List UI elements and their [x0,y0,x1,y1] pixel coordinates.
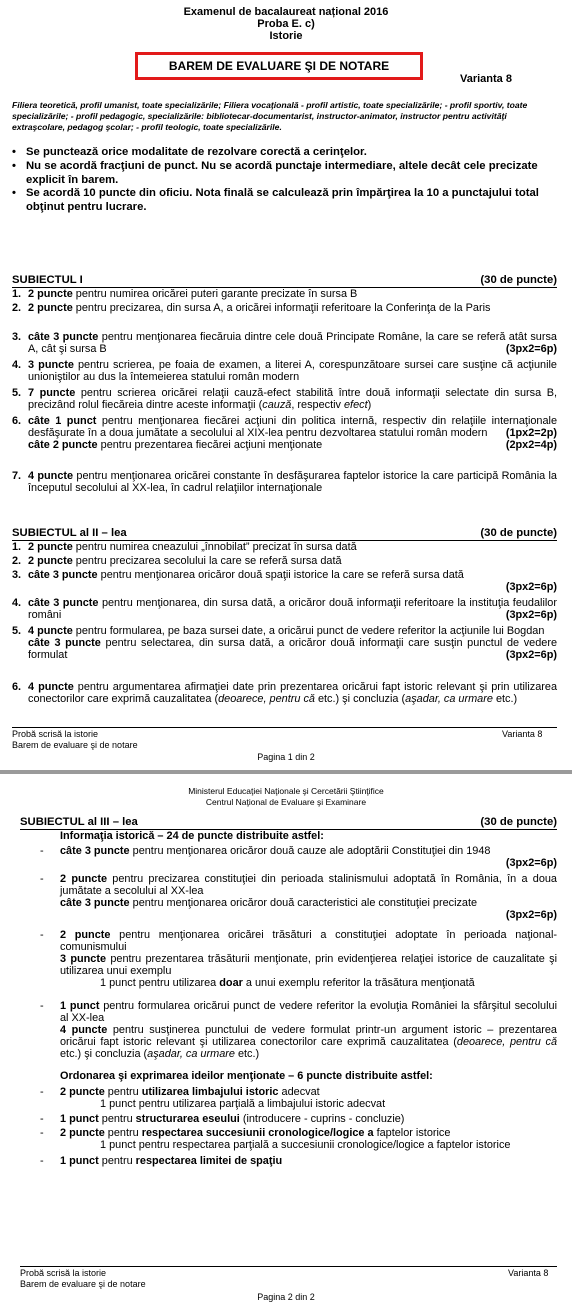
section-points: (30 de puncte) [480,274,557,286]
barem-title: BAREM DE EVALUARE ŞI DE NOTARE [168,59,390,73]
section-1-header [12,273,557,288]
exam-title: Examenul de bacalaureat național 2016 [183,6,389,18]
s1-item-2: 2. 2 puncte pentru precizarea, din sursa A, a oricărei informaţii referitoare la Conferinţa de la Paris [12,302,491,314]
s1-item-3: 3. câte 3 puncte pentru menţionarea fiecăruia dintre cele două Principate Române, la care se referă atât sursa A, cât şi sursa B (3px2=6p) [12,331,557,355]
section-3-header [20,815,557,830]
barem-title-box [135,52,423,80]
s2-item-3: 3. câte 3 puncte pentru menţionarea oricăror două spaţii istorice la care se referă sursa dată (3px2=6p) [12,569,557,593]
s2-item-1: 1. 2 puncte pentru numirea cneazului „înnobilat” precizat în sursa dată [12,541,357,553]
exam-subject: Istorie [269,30,303,42]
s2-item-2: 2. 2 puncte pentru precizarea secolului la care se referă sursa dată [12,555,342,567]
footer-variant: Varianta 8 [502,729,543,739]
order-heading: Ordonarea şi exprimarea ideilor menţionate – 6 puncte distribuite astfel: [60,1070,433,1082]
section-2-header [12,526,557,541]
s1-item-1: 1. 2 puncte pentru numirea oricărei puteri garante precizate în sursa B [12,288,358,300]
ministry-line: Ministerul Educaţiei Naţionale şi Cercetării Ştiinţifice [188,786,384,796]
info-heading: Informaţia istorică – 24 de puncte distribuite astfel: [60,830,324,842]
footer-left-1: Probă scrisă la istorie [20,1268,107,1278]
rule-item: • Nu se acordă fracţiuni de punct. Nu se acordă punctaje intermediare, altele decât cele precizate explicit în barem. [12,160,557,188]
page-number: Pagina 1 din 2 [257,752,315,762]
s3-a3: - 2 puncte pentru menţionarea oricărei trăsături a constituţiei adoptate în perioada naţional-comunismului 3 puncte pentru prezentarea trăsăturii menţionate, prin evidenţierea relaţiei istorice de cauzalitate şi utilizarea unui exemplu 1 punct pentru utilizarea doar a unui exemplu referitor la trăsătura menţionată [40,929,557,989]
s3-o4: - 1 punct pentru respectarea limitei de spaţiu [40,1155,283,1167]
s2-item-5: 5. 4 puncte pentru formularea, pe baza sursei date, a oricărui punct de vedere referitor la acţiunile lui Bogdan câte 3 puncte pentru selectarea, din sursa dată, a oricăror două informaţii care susţin punctul de vedere formulat (3px2=6p) [12,625,557,661]
exam-proba: Proba E. c) [257,18,315,30]
page-separator [0,770,572,774]
section-title: SUBIECTUL I [12,274,83,286]
s2-item-6: 6. 4 puncte pentru argumentarea afirmaţiei date prin prezentarea oricărui fapt istoric relevant şi prin utilizarea conectorilor care exprimă cauzalitatea (deoarece, pentru că etc.) şi concluzia (aşadar, ca urmare etc.) [12,681,557,705]
page-number: Pagina 2 din 2 [257,1292,315,1302]
s3-a1: - câte 3 puncte pentru menţionarea oricăror două cauze ale adoptării Constituţiei din 1948 (3px2=6p) [40,845,557,869]
s1-item-5: 5. 7 puncte pentru scrierea oricărei relaţii cauză-efect stabilită între două informaţii selectate din sursa B, precizând rolul fiecăreia dintre aceste informaţii (cauză, respectiv efect) [12,387,558,411]
profile-note: Filiera teoretică, profil umanist, toate specializările; Filiera vocaţională - profil artistic, toate specializările; - profil sportiv, toate specializările; - profil pedagogic, specializările: bibliotecar-documentarist, instructor-animator, instructor pentru activităţi extraşcolare, pedagog şcolar; - profil teologic, toate specializările. [12,100,528,132]
s3-o2: - 1 punct pentru structurarea eseului (introducere - cuprins - concluzie) [40,1113,405,1125]
s3-a2: - 2 puncte pentru precizarea constituţiei din perioada stalinismului adoptată în România, în a doua jumătate a secolului al XX-lea câte 3 puncte pentru menţionarea oricăror două caracteristici ale constituţiei precizate (3px2=6p) [40,873,557,921]
variant-label: Varianta 8 [460,73,512,85]
s3-o3: - 2 puncte pentru respectarea succesiunii cronologice/logice a faptelor istorice 1 punct pentru respectarea parţială a succesiunii cronologice/logice a faptelor istorice [40,1127,511,1151]
s3-o1: - 2 puncte pentru utilizarea limbajului istoric adecvat 1 punct pentru utilizarea parţială a limbajului istoric adecvat [40,1086,386,1110]
section-points: (30 de puncte) [480,816,557,828]
rule-item: • Se punctează orice modalitate de rezolvare corectă a cerinţelor. [12,146,557,160]
footer-left-2: Barem de evaluare şi de notare [20,1279,146,1289]
section-title: SUBIECTUL al III – lea [20,816,138,828]
section-title: SUBIECTUL al II – lea [12,527,127,539]
footer-rule [12,727,557,728]
s1-item-7: 7. 4 puncte pentru menţionarea oricărei constante în desfăşurarea faptelor istorice la care participă România la începutul secolului al XX-lea, în cadrul relaţiilor internaţionale [12,470,557,494]
s1-item-6: 6. câte 1 punct pentru menţionarea fiecărei acţiuni din politica internă, respectiv din relaţiile internaţionale desfăşurate în a doua jumătate a secolului al XIX-lea pentru dezvoltarea statului român modern (1px2=2p) câte 2 puncte pentru prezentarea fiecărei acţiuni menţionate (2px2=4p) [12,415,558,451]
footer-left-1: Probă scrisă la istorie [12,729,99,739]
footer-left-2: Barem de evaluare şi de notare [12,740,138,750]
s2-item-4: 4. câte 3 puncte pentru menţionarea, din sursa dată, a oricăror două informaţii referitoare la instituţia feudalilor români (3px2=6p) [12,597,557,621]
section-points: (30 de puncte) [480,527,557,539]
s1-item-4: 4. 3 puncte pentru scrierea, pe foaia de examen, a literei A, corespunzătoare sursei care susţine că acţiunile unioniştilor au dus la întemeierea statului român modern [12,359,557,383]
footer-rule [20,1266,557,1267]
rule-item: • Se acordă 10 puncte din oficiu. Nota finală se calculează prin împărţirea la 10 a punctajului total obţinut pentru lucrare. [12,187,557,215]
s3-a4: - 1 punct pentru formularea oricărui punct de vedere referitor la evoluţia României la sfârşitul secolului al XX-lea 4 puncte pentru susţinerea punctului de vedere formulat printr-un argument istoric – prezentarea oricărui fapt istoric relevant şi utilizarea conectorilor care exprimă cauzalitatea (deoarece, pentru că etc.) şi concluzia (aşadar, ca urmare etc.) [40,1000,557,1060]
footer-variant: Varianta 8 [508,1268,549,1278]
general-rules [12,146,557,215]
center-line: Centrul Naţional de Evaluare şi Examinare [205,797,367,807]
